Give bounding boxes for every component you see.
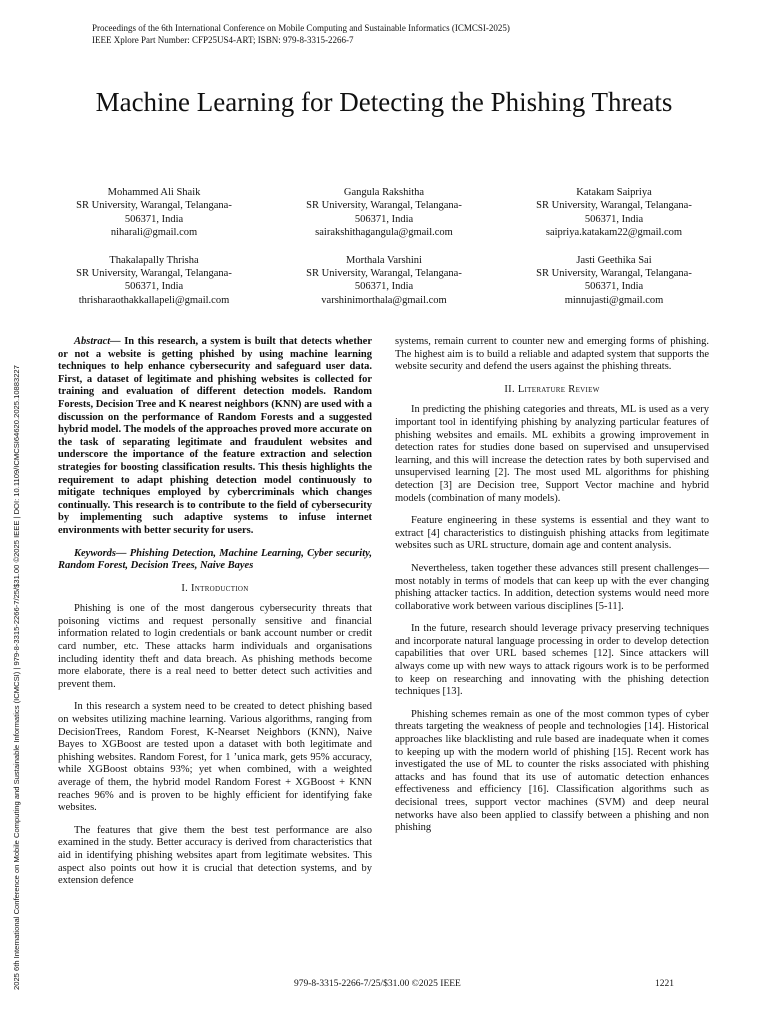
literature-paragraph: In the future, research should leverage privacy preserving techniques and incorporate natural language processing in order to develop detection capabilities that over URL based schemes [12]. Since attackers will always come up with new ways to attack rigours work is to be performed to keep on researching and innovating with the phishing detection techniques [13]. [395,623,709,698]
proceedings-header [92,22,510,46]
author-card [270,186,498,240]
author-pin: 506371, India [584,213,644,225]
author-pin: 506371, India [124,281,184,293]
intro-paragraph: Phishing is one of the most dangerous cybersecurity threats that poisoning victims and request personally sensitive and financial information related to login credentials or bank account number or credit card number, etc. These attacks harm individuals and organisations including identity theft and data breach. As phishing methods become more elaborate, there is a real need to better detect such activities and prevent them. [58,603,372,690]
abstract-label: Abstract— [74,336,121,347]
author-affiliation: SR University, Warangal, Telangana- [306,200,462,212]
keywords-text: Phishing Detection, Machine Learning, Cyber security, Random Forest, Decision Trees, Naive Bayes [58,547,373,572]
author-row-1 [40,186,728,240]
abstract [58,336,372,538]
header-line-1: Proceedings of the 6th International Conference on Mobile Computing and Sustainable Informatics (ICMCSI-2025) [92,23,510,33]
section-heading-literature-review: II. Literature Review [504,383,600,395]
page-number: 1221 [655,979,674,989]
literature-paragraph: Phishing schemes remain as one of the most common types of cyber threats targeting the weakness of people and technologies [14]. Historical approaches like blacklisting and rule based are inadequate when it comes to keeping up with the modern world of phishing [15]. Recent work has investigated the use of ML to counter the risks associated with phishing attacks and has found that its use of automatic detection enhances effectiveness and efficiency [16]. Classification algorithms such as decisional trees, support vector machines (SVM) and deep neural networks have also been applied to classify between a phishing and non phishing [395,708,709,834]
abstract-text: In this research, a system is built that detects whether or not a website is getting phished by using machine learning techniques to help enhance cybersecurity and safeguard user data. First, a dataset of legitimate and phishing websites is collected for training and evaluation of different detection models. Random Forests, Decision Tree and K nearest neighbors (KNN) are used with a discussion on the performance of Random Forests and a suggested hybrid model. The models of the approaches proved more accurate on the task of separating legitimate and fraudulent websites and underscore the importance of the feature extraction and selection strategies for boosting classification results. This thesis highlights the requirement to adapt phishing detection model continuously to mitigate techniques employed by cybercriminals which changes continually. This research is to contribute to the field of cybersecurity by implementing such adaptive systems to infuse internet environments with better security for users. [58,336,373,536]
footer-copyright: 979-8-3315-2266-7/25/$31.00 ©2025 IEEE [294,979,461,989]
author-email[interactable]: varshinimorthala@gmail.com [321,294,447,306]
right-column [395,336,709,845]
author-pin: 506371, India [584,281,644,293]
doi-sidebar-text: 2025 6th International Conference on Mobile Computing and Sustainable Informatics (ICMCSI) | 979-8-3315-2266-7/25/$31.00 ©2025 IEEE | DOI: 10.1109/ICMCSI64620.2025.10883227 [12,365,21,990]
author-email[interactable]: minnujasti@gmail.com [564,294,664,306]
author-pin: 506371, India [124,213,184,225]
author-card [40,186,268,240]
author-affiliation: SR University, Warangal, Telangana- [536,268,692,280]
author-affiliation: SR University, Warangal, Telangana- [306,268,462,280]
intro-paragraph: In this research a system need to be created to detect phishing based on websites utilizing machine learning. Various algorithms, ranging from DecisionTrees, Random Forest, K-Nearset Neighbors (KNN), Naive Bayes to XGBoost are tested upon a dataset with both legitimate and phishing websites. Random Forest, for 1 ’unica mark, gets 95% accuracy, while XGBoost obtains 93%; yet when combined, with a weighted average of them, the hybrid model Random Forest + XGBoost + KNN reaches 96% and is proven to be highly efficient for identifying fake websites. [58,701,372,814]
section-heading-introduction: I. Introduction [181,582,249,594]
author-name: Gangula Rakshitha [343,187,425,198]
author-email[interactable]: saipriya.katakam22@gmail.com [545,227,683,239]
author-block [40,186,728,321]
author-name: Jasti Geethika Sai [576,254,652,266]
paper-title: Machine Learning for Detecting the Phishing Threats [95,87,673,117]
author-affiliation: SR University, Warangal, Telangana- [76,200,232,212]
author-name: Mohammed Ali Shaik [107,187,201,198]
literature-paragraph: Feature engineering in these systems is essential and they want to extract [4] characteristics to distinguish phishing attacks from legitimate websites such as URL structure, domain age and content analysis. [395,515,709,552]
author-pin: 506371, India [354,213,414,225]
author-row-2 [40,254,728,308]
author-pin: 506371, India [354,281,414,293]
author-name: Morthala Varshini [346,254,422,266]
author-card [500,254,728,308]
author-affiliation: SR University, Warangal, Telangana- [536,200,692,212]
intro-continuation: systems, remain current to counter new and emerging forms of phishing. The highest aim is to build a reliable and adapted system that supports the website security and defend the users against the phishing threats. [395,336,709,373]
author-card [270,254,498,308]
author-email[interactable]: niharali@gmail.com [110,227,198,239]
literature-paragraph: In predicting the phishing categories and threats, ML is used as a very important tool in identifying phishing by analyzing particular features of phishing websites and emails. ML exhibits a growing improvement in detection rates for studies done based on supervised and unsupervised learning, and this will increase the detection rates by both supervised and unsupervised learning [2]. The most used ML algorithms for phishing detection [3] are Decision tree, Support Vector machine and hybrid models (combination of many models). [395,404,709,504]
keywords [58,548,372,573]
intro-paragraph: The features that give them the best test performance are also examined in the study. Better accuracy is derived from characteristics that aid in identifying phishing websites apart from legitimate websites. This aspect also points out how it is crucial that detection systems, and by extension defence [58,824,372,887]
author-email[interactable]: thrisharaothakkallapeli@gmail.com [78,294,230,306]
author-affiliation: SR University, Warangal, Telangana- [76,268,232,280]
left-column [58,336,372,898]
author-email[interactable]: sairakshithagangula@gmail.com [315,227,453,239]
author-name: Katakam Saipriya [576,187,652,198]
literature-paragraph: Nevertheless, taken together these advances still present challenges—most notably in terms of models that can keep up with the ever changing phishing attacker tactics. In addition, detection systems would need more collaborative work between various disciplines [5-11]. [395,562,709,612]
author-card [40,254,268,308]
author-card [500,186,728,240]
keywords-label: Keywords— [74,547,127,559]
author-name: Thakalapally Thrisha [109,254,199,266]
header-line-2: IEEE Xplore Part Number: CFP25US4-ART; ISBN: 979-8-3315-2266-7 [92,35,354,45]
